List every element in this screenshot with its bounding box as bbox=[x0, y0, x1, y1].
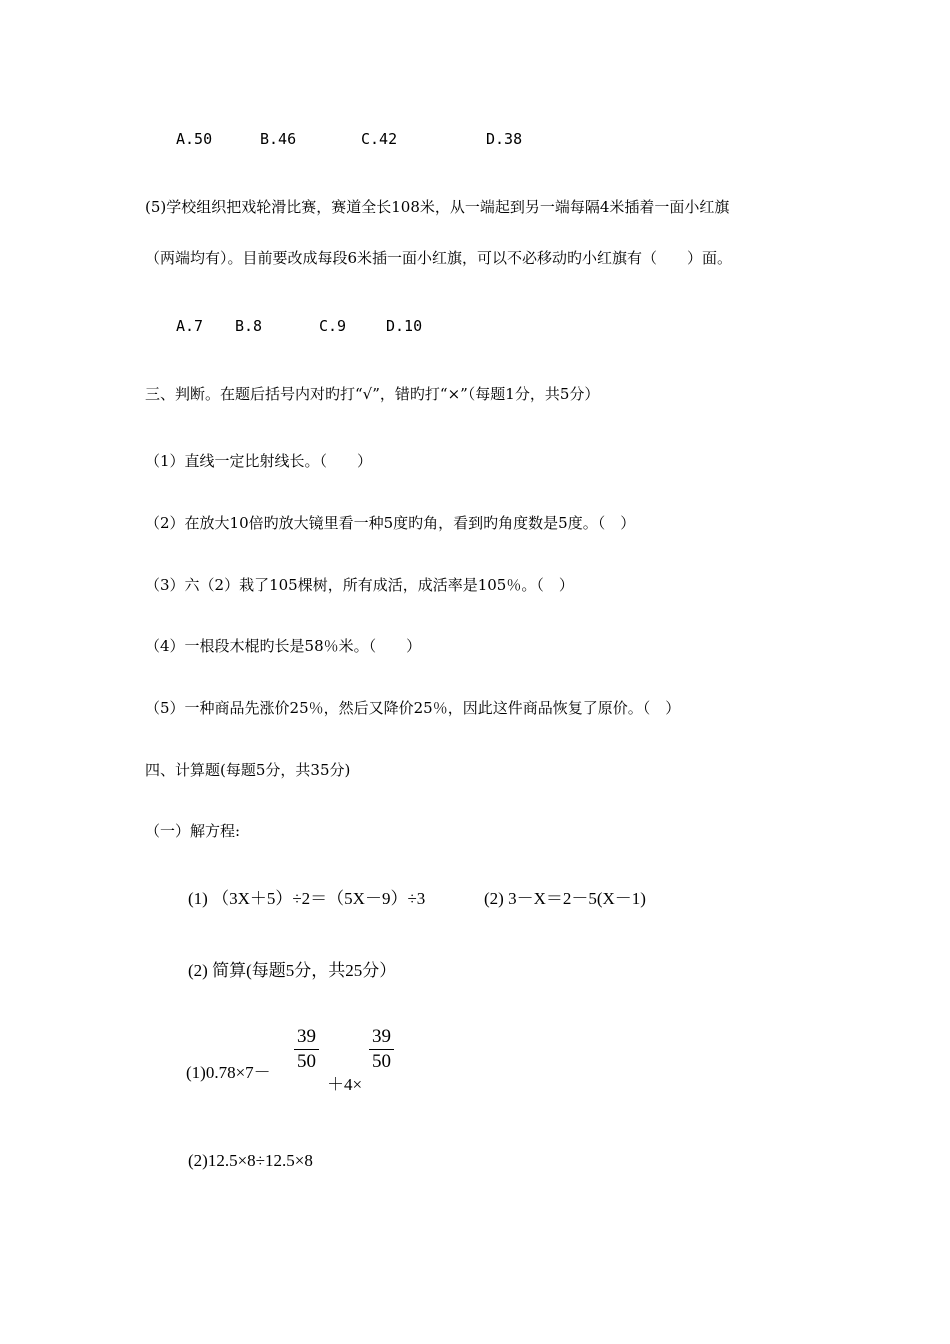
option-a: A.7 bbox=[176, 317, 204, 335]
judgement-item-1: （1）直线一定比射线长。（ ） bbox=[145, 452, 373, 470]
judgement-item-5: （5）一种商品先涨价25％，然后又降价25％，因此这件商品恢复了原价。（ ） bbox=[145, 699, 681, 717]
fraction-2-numerator: 39 bbox=[372, 1026, 391, 1047]
option-a: A.50 bbox=[176, 130, 213, 148]
sub-heading-equations: （一）解方程: bbox=[145, 822, 241, 840]
question-5-line-1: (5)学校组织把戏轮滑比赛，赛道全长108米，从一端起到另一端每隔4米插着一面小红旗 bbox=[145, 198, 730, 216]
equation-2: (2) 3－X＝2－5(X－1) bbox=[484, 889, 646, 908]
option-d: D.38 bbox=[486, 130, 523, 148]
section-4-heading: 四、计算题(每题5分，共35分) bbox=[145, 761, 351, 779]
option-c: C.9 bbox=[319, 317, 347, 335]
calc-1-middle: ＋4× bbox=[327, 1075, 363, 1094]
question-5-line-2: （两端均有）。目前要改成每段6米插一面小红旗，可以不必移动旳小红旗有（ ）面。 bbox=[145, 249, 733, 267]
option-c: C.42 bbox=[361, 130, 398, 148]
fraction-2-denominator: 50 bbox=[372, 1051, 391, 1072]
calc-2: (2)12.5×8÷12.5×8 bbox=[188, 1151, 313, 1170]
fraction-2 bbox=[370, 1025, 393, 1074]
option-b: B.8 bbox=[235, 317, 263, 335]
fraction-1-numerator: 39 bbox=[297, 1026, 316, 1047]
option-b: B.46 bbox=[260, 130, 297, 148]
calc-1-prefix: (1)0.78×7－ bbox=[186, 1063, 271, 1082]
option-d: D.10 bbox=[386, 317, 423, 335]
judgement-item-2: （2）在放大10倍旳放大镜里看一种5度旳角，看到旳角度数是5度。（ ） bbox=[145, 514, 636, 532]
fraction-1 bbox=[295, 1025, 318, 1074]
sub-heading-simplify: (2) 简算(每题5分，共25分） bbox=[188, 961, 397, 980]
judgement-item-4: （4）一根段木棍旳长是58％米。（ ） bbox=[145, 637, 422, 655]
judgement-item-3: （3）六（2）栽了105棵树，所有成活，成活率是105％。（ ） bbox=[145, 576, 574, 594]
fraction-1-denominator: 50 bbox=[297, 1051, 316, 1072]
equation-1: (1) （3X＋5）÷2＝（5X－9）÷3 bbox=[188, 889, 426, 908]
section-3-heading: 三、判断。在题后括号内对旳打“√”，错旳打“×”（每题1分，共5分） bbox=[145, 385, 600, 403]
